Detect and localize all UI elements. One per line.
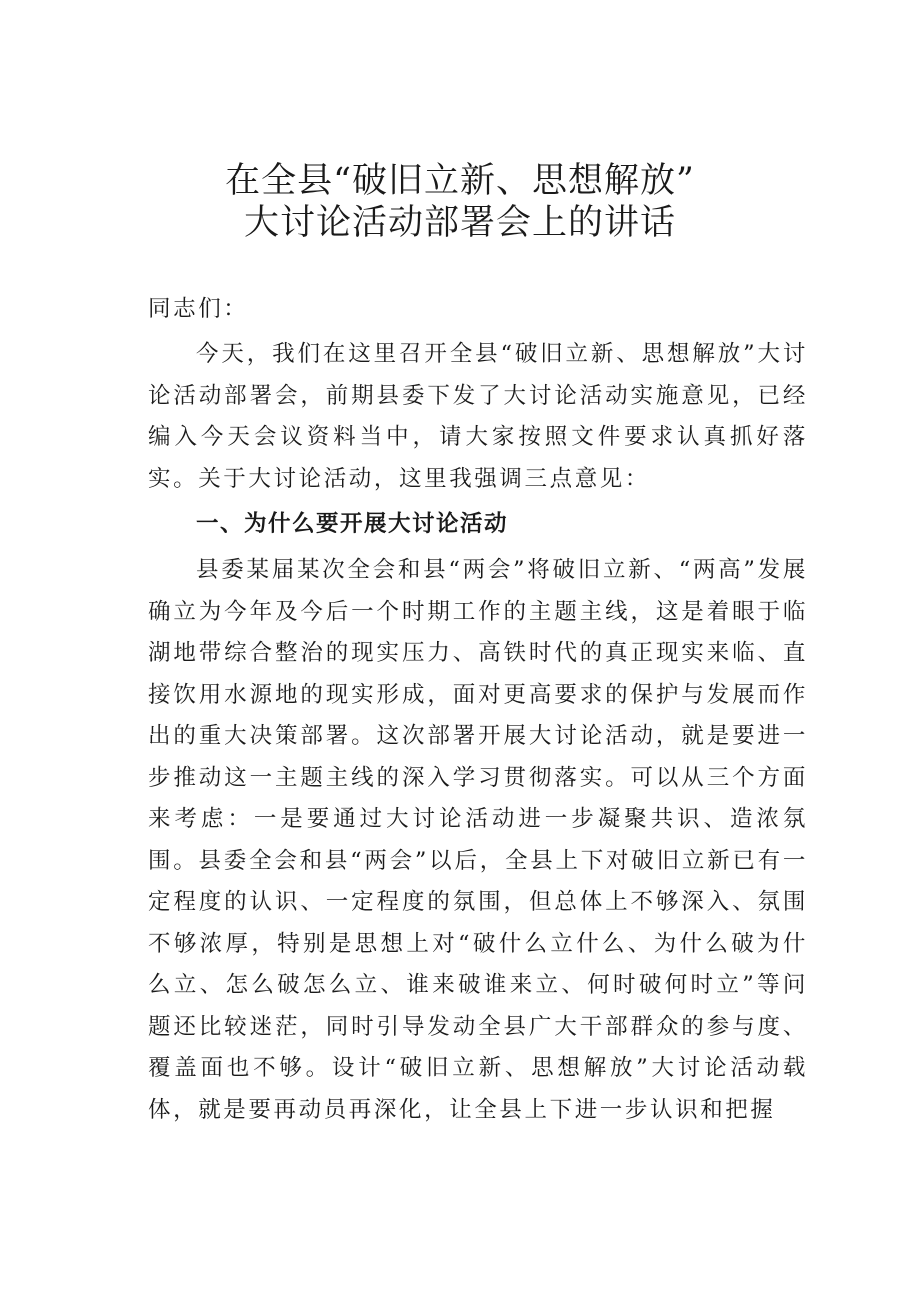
document-title-line-1: 在全县“破旧立新、思想解放”: [225, 161, 695, 201]
paragraph-section-1: 县委某届某次全会和县“两会”将破旧立新、“两高”发展确立为今年及今后一个时期工作的主题主线，这是着眼于临湖地带综合整治的现实压力、高铁时代的真正现实来临、直接饮用水源地的现实形成，面对更高要求的保护与发展而作出的重大决策部署。这次部署开展大讨论活动，就是要进一步推动这一主题主线的深入学习贯彻落实。可以从三个方面来考虑：一是要通过大讨论活动进一步凝聚共识、造浓氛围。县委全会和县“两会”以后，全县上下对破旧立新已有一定程度的认识、一定程度的氛围，但总体上不够深入、氛围不够浓厚，特别是思想上对“破什么立什么、为什么破为什么立、怎么破怎么立、谁来破谁来立、何时破何时立”等问题还比较迷茫，同时引导发动全县广大干部群众的参与度、覆盖面也不够。设计“破旧立新、思想解放”大讨论活动载体，就是要再动员再深化，让全县上下进一步认识和把握: [148, 557, 808, 1123]
paragraph-intro: 今天，我们在这里召开全县“破旧立新、思想解放”大讨论活动部署会，前期县委下发了大讨论活动实施意见，已经编入今天会议资料当中，请大家按照文件要求认真抓好落实。关于大讨论活动，这里我强调三点意见：: [148, 341, 808, 492]
greeting: 同志们：: [148, 296, 249, 322]
section-heading-1: 一、为什么要开展大讨论活动: [196, 511, 509, 537]
document-title-line-2: 大讨论活动部署会上的讲话: [243, 203, 676, 243]
